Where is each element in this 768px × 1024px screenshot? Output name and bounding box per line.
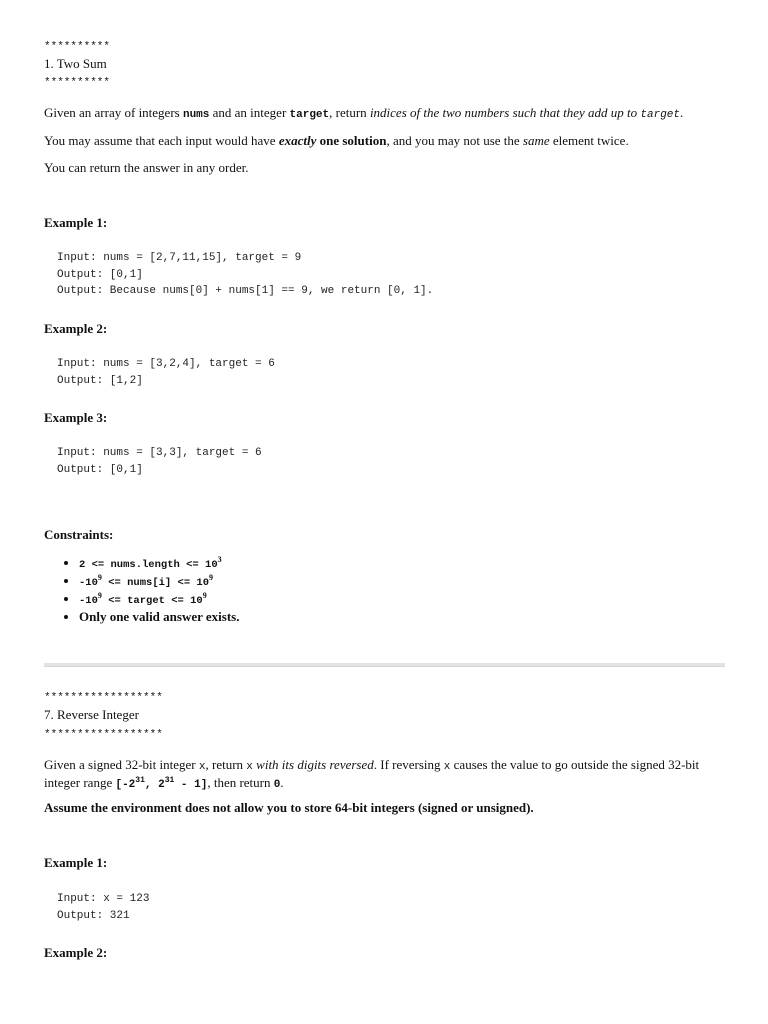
constraints-list (45, 555, 239, 624)
inline-code-target: target (640, 109, 680, 121)
code-line: Output: [1,2] (57, 374, 143, 387)
code-line: Output: 321 (57, 909, 130, 922)
problem1-stars-top: ********** (44, 41, 111, 53)
code-line: Output: [0,1] (57, 268, 143, 281)
example-code-block (57, 250, 433, 300)
code-line: Input: x = 123 (57, 893, 150, 905)
inline-code-range: [$-2^{31}$, $2^{31} - 1$] (115, 776, 208, 791)
example-code-block (57, 891, 149, 924)
problem7-description-1: Given a signed 32-bit integer x, return x with its digits reversed. If reversing x causes the value to go outside the signed 32-bit integer range [$-2^{31}$, $2^{31} - 1$], then return 0. (44, 757, 700, 791)
example-heading: Example 2: (44, 321, 108, 336)
problem1-title: 1. Two Sum (44, 56, 107, 71)
code-line: Output: [0,1] (57, 463, 143, 476)
example-heading: Example 3: (44, 410, 108, 425)
example-code-block (57, 356, 275, 389)
constraint-item: • $-10^9$ <= target <= $10^9$ (79, 591, 239, 609)
inline-code-target: target (289, 109, 330, 121)
inline-code-nums: nums (182, 109, 210, 121)
problem7-stars-bottom: ****************** (44, 729, 163, 741)
inline-code-x: x (443, 761, 451, 773)
code-line: Input: nums = [2,7,11,15], target = 9 (57, 252, 302, 264)
problem1-stars-bottom: ********** (44, 77, 111, 89)
problem7-stars-top: ****************** (44, 692, 163, 704)
problem7-description-2: Assume the environment does not allow you to store 64-bit integers (signed or unsigned). (44, 800, 534, 815)
section-divider (44, 663, 725, 667)
inline-code-zero: 0 (273, 779, 281, 791)
inline-code-x: x (246, 761, 253, 773)
problem1-description-3: You can return the answer in any order. (44, 160, 249, 175)
problem7-title: 7. Reverse Integer (44, 707, 139, 722)
constraint-item: • 2 <= nums.length <= $10^3$ (79, 555, 239, 573)
example-heading: Example 1: (44, 855, 108, 870)
problem1-description-1: Given an array of integers nums and an integer target, return indices of the two numbers such that they add up to target. (44, 105, 684, 121)
problem1-description-2: You may assume that each input would have exactly one solution, and you may not use the same element twice. (44, 133, 629, 148)
example-heading: Example 1: (44, 215, 108, 230)
constraint-item: • $-10^9$ <= nums[i] <= $10^9$ (79, 573, 239, 591)
constraint-item: • Only one valid answer exists. (79, 609, 239, 624)
example-code-block (57, 445, 262, 478)
code-line: Output: Because nums[0] + nums[1] == 9, we return [0, 1]. (57, 285, 434, 297)
code-line: Input: nums = [3,2,4], target = 6 (57, 358, 275, 370)
inline-code-x: x (198, 761, 206, 773)
constraints-heading: Constraints: (44, 527, 114, 542)
example-heading: Example 2: (44, 945, 108, 960)
code-line: Input: nums = [3,3], target = 6 (57, 447, 262, 459)
